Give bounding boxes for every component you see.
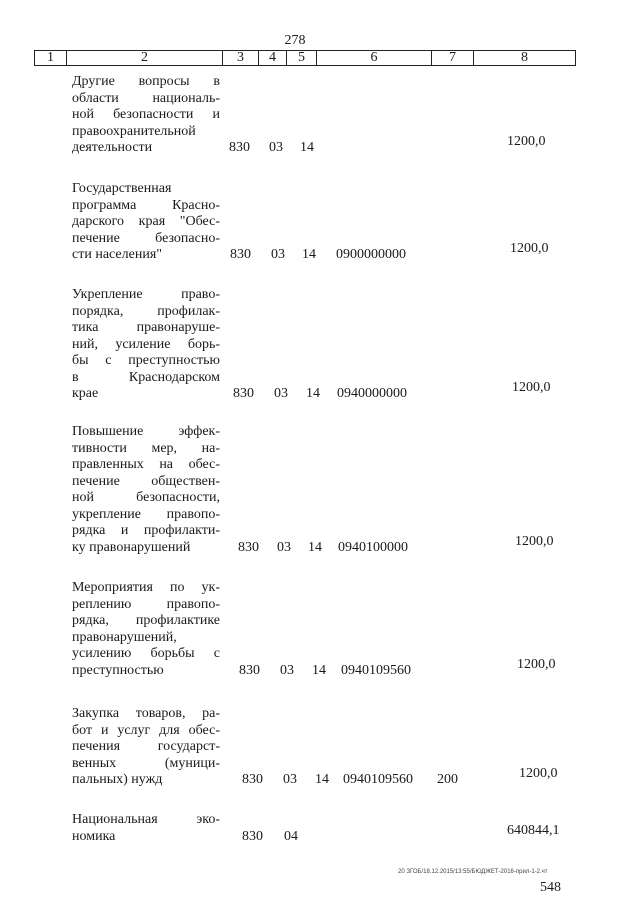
row-code: 830 [242, 772, 263, 787]
row-name-line: номика [72, 828, 116, 844]
row-name-line: правленных на обес- [72, 457, 220, 472]
row-name [72, 706, 220, 789]
row-name-line: Повышение эффек- [72, 424, 220, 439]
row-amount: 1200,0 [515, 533, 554, 549]
row-code: 830 [239, 662, 260, 678]
row-amount: 1200,0 [507, 134, 546, 149]
row-name-line: Государственная [72, 181, 172, 196]
column-header-3: 3 [223, 51, 259, 66]
row-code: 830 [242, 828, 263, 844]
row-amount: 1200,0 [519, 766, 558, 781]
footer-page-number: 548 [540, 880, 561, 895]
column-header-row [35, 51, 576, 66]
row-name [72, 580, 220, 679]
row-type: 200 [437, 772, 458, 787]
row-name-line: крае [72, 386, 99, 401]
row-name [72, 812, 220, 845]
row-subsection: 14 [302, 247, 316, 262]
row-name-line: тика правонаруше- [72, 320, 220, 335]
row-name-line: ний, усиление борь- [72, 336, 220, 352]
column-header-4: 4 [259, 51, 287, 66]
row-code: 830 [230, 247, 251, 262]
row-name-line: в Краснодарском [72, 369, 220, 385]
column-header-8: 8 [474, 51, 576, 66]
row-name-line: правонарушений, [72, 629, 177, 645]
row-code: 830 [233, 386, 254, 401]
row-code: 830 [229, 140, 250, 155]
row-amount: 640844,1 [507, 822, 560, 838]
row-name [72, 74, 220, 157]
row-name-line: Укрепление право- [72, 287, 220, 302]
row-amount: 1200,0 [512, 380, 551, 395]
row-section: 03 [274, 386, 288, 401]
row-section: 03 [283, 772, 297, 787]
row-name-line: рядка и профилакти- [72, 523, 220, 538]
row-name-line: печение безопасно- [72, 230, 220, 246]
column-header-7: 7 [432, 51, 474, 66]
row-section: 03 [277, 539, 291, 555]
row-name-line: области националь- [72, 90, 220, 106]
row-section: 03 [280, 662, 294, 678]
column-header-6: 6 [317, 51, 432, 66]
row-name-line: рядка, профилактике [72, 613, 220, 628]
row-code: 830 [238, 539, 259, 555]
row-section: 04 [284, 828, 298, 844]
row-target: 0900000000 [336, 247, 406, 262]
row-name-line: Закупка товаров, ра- [72, 706, 220, 721]
row-name-line: ной безопасности, [72, 490, 220, 505]
row-name-line: преступностью [72, 662, 164, 678]
row-amount: 1200,0 [517, 656, 556, 672]
row-subsection: 14 [306, 386, 320, 401]
row-subsection: 14 [300, 140, 314, 155]
row-name-line: печение обществен- [72, 473, 220, 489]
row-name [72, 181, 220, 264]
row-name [72, 424, 220, 556]
row-name-line: деятельности [72, 140, 153, 155]
column-header-5: 5 [287, 51, 317, 66]
file-stamp: 20 ЗГОБ/18.12.2015/13:55/БЮДЖЕТ-2016-прил-1-2.чт [398, 869, 548, 875]
row-name-line: бот и услуг для обес- [72, 722, 220, 738]
row-subsection: 14 [315, 772, 329, 787]
row-subsection: 14 [312, 662, 326, 678]
column-header-1: 1 [35, 51, 67, 66]
column-header-table [34, 50, 576, 66]
row-name [72, 287, 220, 403]
row-subsection: 14 [308, 539, 322, 555]
row-name-line: усилению борьбы с [72, 646, 220, 661]
row-name-line: Мероприятия по ук- [72, 580, 220, 595]
row-name-line: печения государст- [72, 739, 220, 754]
row-name-line: тивности мер, на- [72, 440, 220, 456]
row-name-line: венных (муници- [72, 755, 220, 771]
row-name-line: сти населения" [72, 247, 162, 262]
row-name-line: Другие вопросы в [72, 74, 220, 89]
row-target: 0940100000 [338, 539, 408, 555]
row-section: 03 [271, 247, 285, 262]
row-name-line: укрепление правопо- [72, 506, 220, 522]
row-name-line: ку правонарушений [72, 539, 191, 555]
row-name-line: ной безопасности и [72, 107, 220, 122]
page-number: 278 [284, 33, 306, 48]
row-name-line: порядка, профилак- [72, 303, 220, 319]
row-section: 03 [269, 140, 283, 155]
row-name-line: Национальная эко- [72, 812, 220, 827]
row-target: 0940000000 [337, 386, 407, 401]
row-name-line: бы с преступностью [72, 353, 220, 368]
row-name-line: реплению правопо- [72, 596, 220, 612]
column-header-2: 2 [67, 51, 223, 66]
row-target: 0940109560 [341, 662, 411, 678]
row-name-line: дарского края "Обес- [72, 214, 220, 229]
row-name-line: правоохранительной [72, 123, 196, 139]
row-name-line: программа Красно- [72, 197, 220, 213]
row-name-line: пальных) нужд [72, 772, 163, 787]
row-target: 0940109560 [343, 772, 413, 787]
row-amount: 1200,0 [510, 241, 549, 256]
